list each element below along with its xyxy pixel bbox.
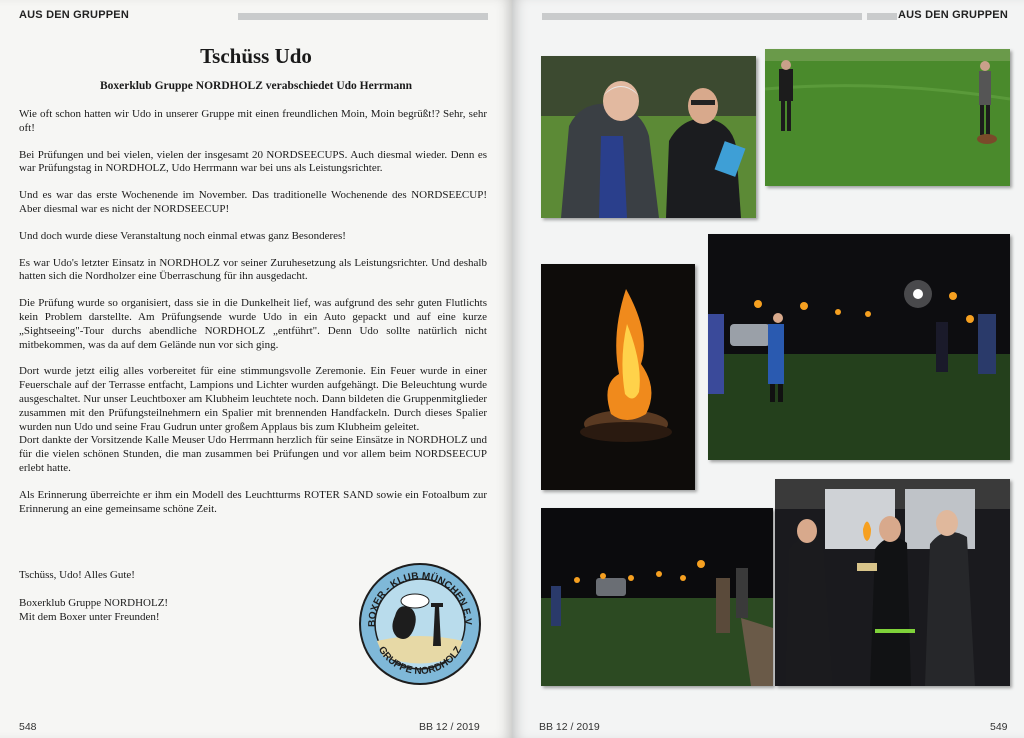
signature-line: Mit dem Boxer unter Freunden! (19, 610, 160, 623)
photo-torch-guard-of-honor (708, 234, 1010, 460)
svg-text:GRUPPE NORDHOLZ: GRUPPE NORDHOLZ (375, 644, 465, 678)
right-page (512, 0, 1024, 738)
article-subtitle: Boxerklub Gruppe NORDHOLZ verabschiedet Udo Herrmann (99, 80, 413, 92)
article-body (19, 108, 487, 529)
issue-label: BB 12 / 2019 (539, 721, 600, 733)
photo-field-judges (765, 49, 1010, 186)
header-bar (238, 13, 488, 20)
svg-text:BOXER - KLUB MÜNCHEN E.V.: BOXER - KLUB MÜNCHEN E.V (366, 570, 474, 628)
paragraph: Und doch wurde diese Veranstaltung noch einmal etwas ganz Besonderes! (19, 229, 346, 242)
photo-torch-line (541, 508, 773, 686)
section-label: AUS DEN GRUPPEN (19, 9, 129, 21)
paragraph: Wie oft schon hatten wir Udo in unserer Gruppe mit einen freundlichen Moin, Moin begrüßt!? Sehr, sehr oft! (19, 108, 487, 134)
article-title: Tschüss Udo (200, 44, 312, 68)
club-logo (357, 561, 483, 687)
paragraph: Als Erinnerung überreichte er ihm ein Modell des Leuchtturms ROTER SAND sowie ein Fotoalbum zur Erinnerung an eine gemeinsame schöne Zeit. (19, 488, 487, 515)
paragraph: Die Prüfung wurde so organisiert, dass sie in die Dunkelheit lief, was aufgrund des sehr guten Flutlichts kein Problem darstellte. Am Prüfungsende wurde Udo in ein Auto gepackt und auf eine kurze „Sightseeing"-Tour durchs abendliche NORDHOLZ „entführt". Denn Udo sollte natürlich nicht mitbekommen, was da auf dem Gelände nun vor sich ging. (19, 297, 487, 351)
section-label: AUS DEN GRUPPEN (898, 9, 1008, 21)
photo-fire-bowl (541, 264, 695, 490)
paragraph: Dort dankte der Vorsitzende Kalle Meuser Udo Herrmann herzlich für seine Einsätze in NORDHOLZ und für die vielen schönen Stunden, die man zusammen bei Prüfungen und vor allem beim NORDSEECUP erlebt hatte. (19, 434, 487, 474)
page-number: 549 (990, 721, 1008, 733)
header-bar (542, 13, 862, 20)
signature-line: Boxerklub Gruppe NORDHOLZ! (19, 596, 169, 609)
page-number: 548 (19, 721, 37, 733)
paragraph: Und es war das erste Wochenende im November. Das traditionelle Wochenende des NORDSEECUP! Aber diesmal war es nicht der NORDSEECUP! (19, 189, 487, 215)
signature-block (19, 569, 168, 624)
paragraph: Es war Udo's letzter Einsatz in NORDHOLZ vor seiner Zuruhesetzung als Leistungsrichter. Und deshalb hatten sich die Nordholzer eine Überraschung für ihn ausgedacht. (19, 256, 487, 283)
issue-label: BB 12 / 2019 (419, 721, 480, 733)
photo-two-men-talking (541, 56, 756, 218)
paragraph: Dort wurde jetzt eilig alles vorbereitet für eine stimmungsvolle Zeremonie. Ein Feuer wurde in einer Feuerschale auf der Terrasse entfacht, Lampions und Lichter wurden aufgehängt. Die Beleuchtung wurde ausgeschaltet. Nur unser Leuchtboxer am Klubheim leuchtete noch. Dann bildeten die Gruppenmitglieder zusammen mit den Prüfungsteilnehmern ein Spalier mit brennenden Handfackeln. Durch dieses Spalier wurden nun Udo und seine Frau Gudrun unter großem Applaus bis zum Klubheim geleitet. (19, 365, 487, 433)
closing-line: Tschüss, Udo! Alles Gute! (19, 569, 135, 581)
header-bar (867, 13, 897, 20)
paragraph: Bei Prüfungen und bei vielen, vielen der insgesamt 20 NORDSEECUPS. Auch diesmal wieder. Denn es war Prüfungstag in NORDHOLZ, Udo Herrmann war bei uns als Leistungsrichter. (19, 148, 487, 175)
photo-clubhouse-ceremony (775, 479, 1010, 686)
